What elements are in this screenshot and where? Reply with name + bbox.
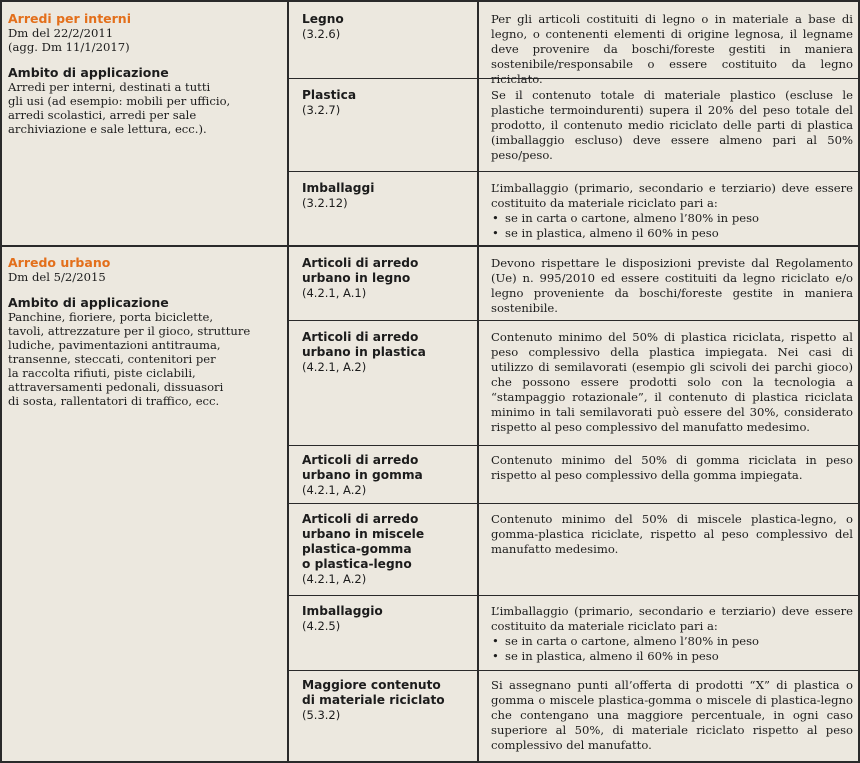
category-name: Articoli di arredo [302,330,419,344]
category-name: urbano in legno [302,271,411,285]
column-divider [287,2,289,761]
category-cell [302,256,472,301]
ambito-line: gli usi (ad esempio: mobili per ufficio, [8,94,231,108]
description-cell [491,453,853,483]
category-name: Maggiore contenuto [302,678,441,692]
description-text: Se il contenuto totale di materiale plastico (escluse le plastiche termoindurenti) supera il 20% del peso totale del prodotto, il contenuto medio riciclato delle parti di plastica (imballaggio escluso) deve essere almeno pari al 50% peso/peso. [491,88,853,162]
ambito-line: la raccolta rifiuti, piste ciclabili, [8,366,196,380]
section-arredo-urbano [2,247,858,761]
category-code: (4.2.1, A.2) [302,483,367,497]
category-name: Legno [302,12,344,26]
description-text: Contenuto minimo del 50% di miscele plastica-legno, o gomma-plastica riciclate, rispetto al peso complessivo del manufatto medesimo. [491,512,853,556]
category-code: (4.2.1, A.1) [302,286,367,300]
description-text: Contenuto minimo del 50% di gomma riciclata in peso rispetto al peso complessivo della gomma impiegata. [491,453,853,482]
ambito-title: Ambito di applicazione [8,65,169,80]
table-row [2,595,858,670]
category-code: (3.2.7) [302,103,341,117]
bullet-list [491,211,853,241]
description-cell [491,330,853,435]
table-row [2,445,858,503]
ambito-line: arredi scolastici, arredi per sale [8,108,197,122]
ambito-line: tavoli, attrezzature per il gioco, strutture [8,324,251,338]
description-text: L’imballaggio (primario, secondario e terziario) deve essere costituito da materiale riciclato pari a: [491,181,853,210]
ambito-line: Panchine, fioriere, porta biciclette, [8,310,214,324]
category-name: urbano in plastica [302,345,426,359]
category-cell [302,12,472,42]
ambito-line: transenne, steccati, contenitori per [8,352,216,366]
table-row [2,247,858,320]
ambito-line: archiviazione e sale lettura, ecc.). [8,122,207,136]
table-row [2,171,858,247]
ambito-title: Ambito di applicazione [8,295,169,310]
description-text: L’imballaggio (primario, secondario e terziario) deve essere costituito da materiale riciclato pari a: [491,604,853,633]
bullet-item: • se in carta o cartone, almeno l’80% in peso [505,211,853,226]
ambito-line: attraversamenti pedonali, dissuasori [8,380,224,394]
category-name: plastica-gomma [302,542,412,556]
category-cell [302,330,472,375]
category-name: Articoli di arredo [302,453,419,467]
bullet-item: • se in carta o cartone, almeno l’80% in peso [505,634,853,649]
category-code: (5.3.2) [302,708,341,722]
category-cell [302,512,472,587]
category-cell [302,604,472,634]
description-text: Per gli articoli costituiti di legno o in materiale a base di legno, o contenenti elementi di origine legnosa, il legname deve provenire da boschi/foreste gestiti in maniera sostenibile/responsabile o essere costituito da legno riciclato. [491,12,853,86]
category-code: (3.2.12) [302,196,348,210]
category-name: Articoli di arredo [302,256,419,270]
section-arredi-interni [2,2,858,247]
category-cell [302,453,472,498]
category-name: Plastica [302,88,357,102]
category-code: (4.2.1, A.2) [302,360,367,374]
table-row [2,320,858,445]
description-text: Devono rispettare le disposizioni previste dal Regolamento (Ue) n. 995/2010 ed essere costituiti da legno riciclato e/o legno proveniente da boschi/foreste gestite in maniera sostenibile. [491,256,853,315]
description-cell [491,88,853,163]
table-row [2,78,858,171]
category-name: di materiale riciclato [302,693,445,707]
category-code: (4.2.1, A.2) [302,572,367,586]
bullet-item: • se in plastica, almeno il 60% in peso [505,226,853,241]
category-name: Imballaggio [302,604,383,618]
description-cell [491,678,853,753]
category-name: Imballaggi [302,181,375,195]
ambito-line: Arredi per interni, destinati a tutti [8,80,211,94]
section-title: Arredo urbano [8,255,111,270]
bullet-item: • se in plastica, almeno il 60% in peso [505,649,853,664]
column-divider [477,2,479,761]
ambito-line: ludiche, pavimentazioni antitrauma, [8,338,221,352]
decree-line: (agg. Dm 11/1/2017) [8,40,130,54]
decree-line: Dm del 22/2/2011 [8,26,114,40]
category-name: Articoli di arredo [302,512,419,526]
description-cell [491,512,853,557]
decree-line: Dm del 5/2/2015 [8,270,106,284]
description-cell [491,181,853,241]
bullet-list [491,634,853,664]
category-cell [302,678,472,723]
table-row [2,670,858,761]
category-name: urbano in miscele [302,527,425,541]
description-cell [491,12,853,87]
category-code: (4.2.5) [302,619,341,633]
category-cell [302,181,472,211]
description-text: Si assegnano punti all’offerta di prodotti “X” di plastica o gomma o miscele plastica-gomma o miscele di plastica-legno che contengano una maggiore percentuale, in ogni caso superiore al 50%, di materiale riciclato rispetto al peso complessivo del manufatto. [491,678,853,752]
category-code: (3.2.6) [302,27,341,41]
table-row [2,503,858,595]
ambito-line: di sosta, rallentatori di traffico, ecc. [8,394,220,408]
description-text: Contenuto minimo del 50% di plastica riciclata, rispetto al peso complessivo della plastica impiegata. Nei casi di utilizzo di semilavorati (esempio gli scivoli dei parchi gioco) che possono essere prodotti solo con la tecnologia a “stampaggio rotazionale”, il contenuto di plastica riciclata minimo in tali semilavorati può essere del 30%, considerato rispetto al peso complessivo del manufatto medesimo. [491,330,853,434]
description-cell [491,256,853,316]
category-cell [302,88,472,118]
section-title: Arredi per interni [8,11,131,26]
category-name: urbano in gomma [302,468,423,482]
table-row [2,2,858,86]
category-name: o plastica-legno [302,557,412,571]
description-cell [491,604,853,664]
